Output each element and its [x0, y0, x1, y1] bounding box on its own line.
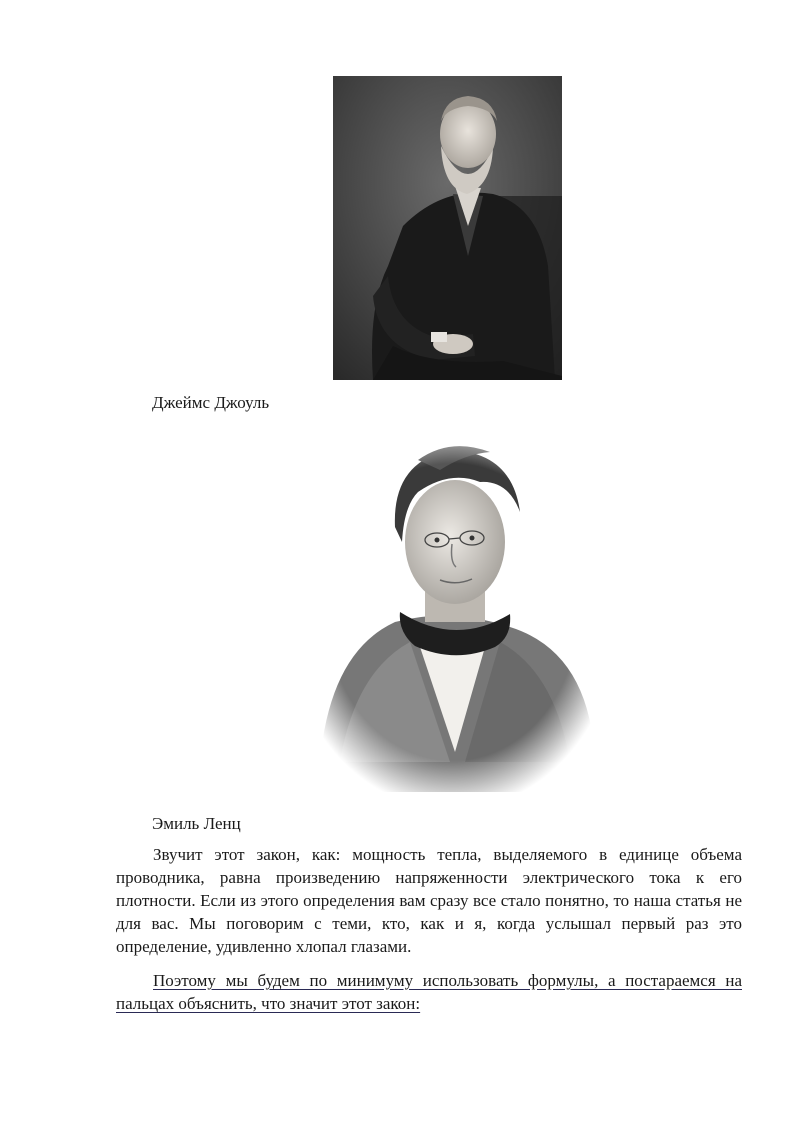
joule-portrait-photo — [333, 76, 562, 380]
joule-caption: Джеймс Джоуль — [152, 393, 270, 412]
lenz-portrait-engraving — [300, 432, 605, 792]
hyperlink-text[interactable]: Поэтому мы будем по минимуму использовать формулы, а постараемся на пальцах объяснить, что значит этот закон: — [116, 971, 742, 1013]
body-paragraph: Звучит этот закон, как: мощность тепла, выделяемого в единице объема проводника, равна произведению напряженности электрического тока к его плотности. Если из этого определения вам сразу все стало понятно, то наша статья не для вас. Мы поговорим с теми, кто, как и я, когда услышал первый раз это определение, удивленно хлопал глазами. — [116, 845, 742, 956]
lenz-caption: Эмиль Ленц — [152, 814, 241, 833]
body-paragraph-linked — [116, 969, 742, 1015]
